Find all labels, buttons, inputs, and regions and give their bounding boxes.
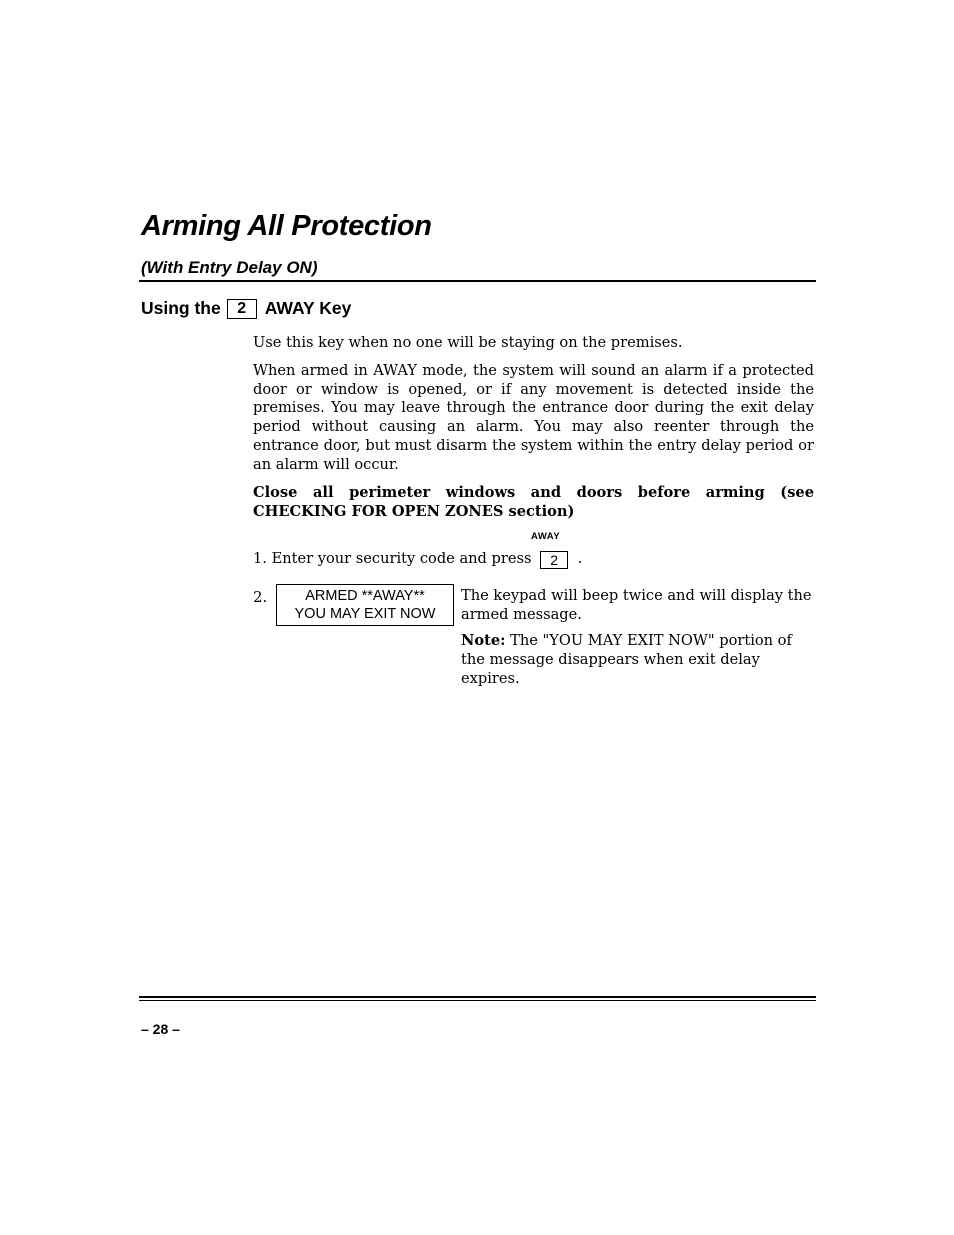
away-key-box: 2 [227, 299, 257, 319]
display-line-1: ARMED **AWAY** [305, 588, 425, 604]
display-line-2: YOU MAY EXIT NOW [294, 606, 436, 622]
page-subtitle: (With Entry Delay ON) [141, 258, 318, 277]
note [461, 631, 806, 689]
step-2-text: The keypad will beep twice and will display the armed message. [461, 587, 812, 623]
footer-divider-thick [139, 996, 816, 998]
note-text: The "YOU MAY EXIT NOW" portion of the message disappears when exit delay expires. [461, 632, 792, 688]
step-2-number: 2. [253, 588, 268, 606]
step-1 [253, 550, 582, 569]
page-title: Arming All Protection [141, 210, 432, 242]
step-1-text: 1. Enter your security code and press [253, 550, 532, 567]
intro-paragraph: Use this key when no one will be staying on the premises. [253, 334, 683, 351]
page-number: – 28 – [141, 1021, 180, 1037]
step-1-key-box: 2 [540, 551, 568, 569]
note-label: Note: [461, 632, 506, 649]
header-divider [139, 280, 816, 282]
keypad-display [276, 584, 454, 626]
description-paragraph: When armed in AWAY mode, the system will sound an alarm if a protected door or window is opened, or if any movement is detected inside the premises. You may leave through the entrance door during the exit delay period without causing an alarm. You may also reenter through the entrance door, but must disarm the system within the entry delay period or an alarm will occur. [253, 362, 814, 473]
section-heading [141, 298, 351, 319]
section-heading-suffix: AWAY Key [264, 298, 352, 318]
step-1-period: . [577, 550, 583, 567]
warning-paragraph: Close all perimeter windows and doors before arming (see CHECKING FOR OPEN ZONES section) [253, 484, 814, 520]
footer-divider-thin [139, 1000, 816, 1001]
section-heading-prefix: Using the [141, 298, 221, 318]
away-key-label: AWAY [531, 531, 561, 542]
